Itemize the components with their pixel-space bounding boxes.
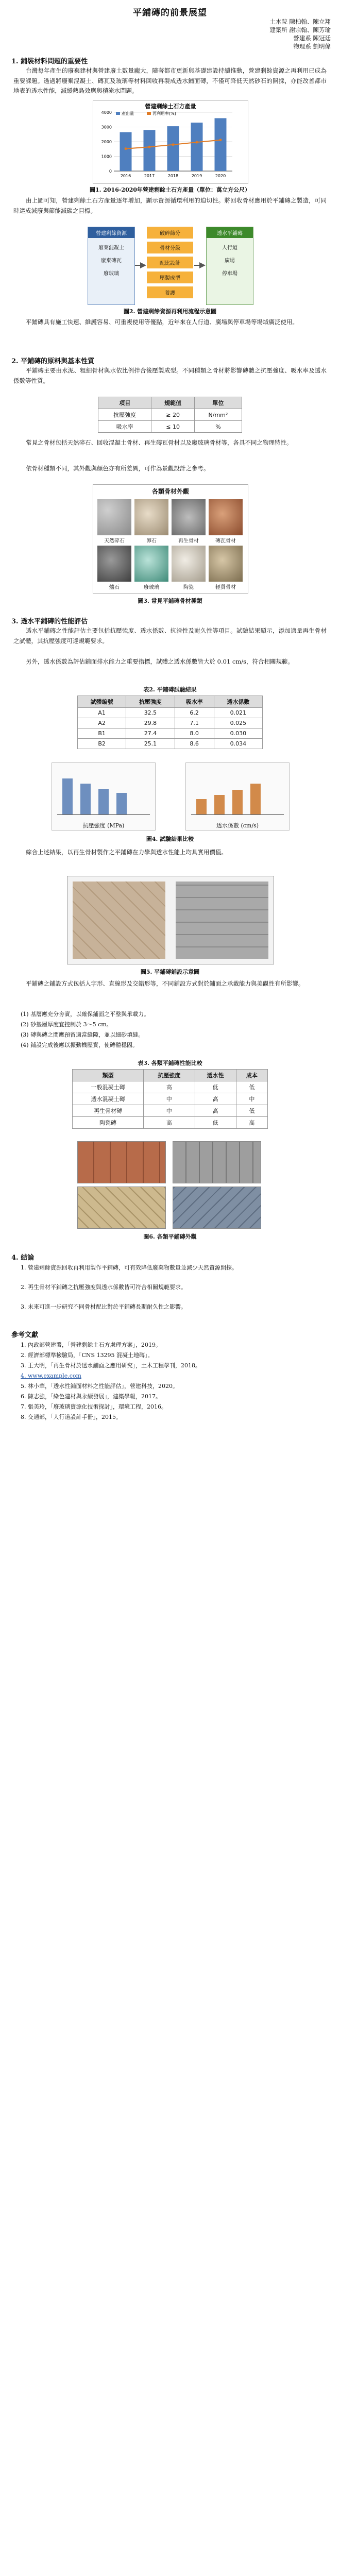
aggregate-photo	[134, 499, 168, 535]
paragraph: 平鋪磚具有施工快速、維護容易、可重複使用等優點，近年來在人行道、廣場與停車場等場域廣泛使用。	[26, 318, 298, 326]
bar	[215, 118, 227, 171]
paragraph: 平鋪磚主要由水泥、粗細骨材與水依比例拌合後壓製成型。不同種類之骨材將影響磚體之抗壓強度、吸水率及透水係數等性質。	[13, 367, 327, 384]
stretcher-pattern	[176, 882, 268, 959]
section-heading: 參考文獻	[11, 1331, 39, 1339]
line-point	[125, 147, 127, 150]
list-item: 3. 未來可進一步研究不同骨材配比對於平鋪磚長期耐久性之影響。	[21, 1303, 186, 1310]
line-point	[196, 141, 198, 144]
chart-title: 營建剩餘土石方產量	[145, 103, 196, 110]
spec-table	[98, 397, 242, 433]
table-caption: 表3. 各類平鋪磚性能比較	[138, 1060, 202, 1066]
table-cell: N/mm²	[194, 409, 242, 421]
reference-link[interactable]: 4. www.example.com	[21, 1372, 81, 1379]
table-header-cell: 抗壓強度	[126, 696, 175, 708]
table-cell: 7.1	[175, 718, 214, 728]
diagram-arrows	[88, 227, 252, 304]
legend-swatch	[147, 112, 151, 115]
x-tick-label: 2017	[144, 174, 155, 178]
table-cell: 32.5	[126, 708, 175, 718]
diagram-step: 養護	[147, 286, 193, 298]
table-row	[73, 1105, 268, 1117]
aggregate-label: 卵石	[146, 538, 157, 544]
y-tick-label: 3000	[101, 125, 112, 130]
paving-layout-figure	[67, 876, 274, 964]
aggregate-label: 磚瓦骨材	[215, 538, 236, 544]
aggregate-label: 再生骨材	[178, 538, 199, 544]
aggregate-photo	[209, 546, 243, 582]
table-header-cell: 項目	[98, 397, 151, 409]
y-tick-label: 4000	[101, 110, 112, 115]
table-cell: ≤ 10	[151, 421, 194, 433]
aggregate-label: 爐石	[109, 585, 120, 590]
brick-photo-grid	[77, 1141, 263, 1229]
diagram-right-title: 透水平鋪磚	[207, 227, 253, 238]
diagram-step: 壓製成型	[147, 272, 193, 283]
figure-caption: 圖5. 平鋪磚鋪設示意圖	[140, 969, 200, 975]
brick-photo	[77, 1187, 166, 1229]
list-item: 1. 營建剩餘資源回收再利用製作平鋪磚，可有效降低廢棄物數量並減少天然資源開採。	[21, 1264, 237, 1271]
table-cell: 陶瓷磚	[73, 1117, 144, 1129]
list-item: (2) 砂墊層厚度宜控制於 3～5 cm。	[21, 1021, 112, 1028]
table-caption: 表2. 平鋪磚試驗結果	[143, 686, 197, 693]
diagram-item: 廢玻璃	[104, 271, 119, 277]
x-tick-label: 2019	[191, 174, 202, 178]
table-cell: 吸水率	[98, 421, 151, 433]
table-row	[98, 409, 242, 421]
table-cell: 6.2	[175, 708, 214, 718]
paragraph: 由上圖可知，營建剩餘土石方產量逐年增加，顯示資源循環利用的迫切性。將回收骨材應用於平鋪磚之製造，可同時達成減廢與節能減碳之目標。	[13, 197, 327, 214]
diagram-item: 人行道	[222, 245, 237, 251]
diagram-item: 廣場	[225, 258, 235, 264]
table-header-cell: 規範值	[151, 397, 194, 409]
y-tick-label: 0	[109, 169, 112, 174]
document-title: 平鋪磚的前景展望	[133, 8, 207, 18]
author-line: 土木院 陳柏翰、陳立翔	[269, 18, 331, 25]
diagram-item: 停車場	[222, 271, 237, 277]
table-header-cell: 單位	[194, 397, 242, 409]
test-result-table	[77, 696, 263, 749]
table-cell: 中	[143, 1093, 195, 1105]
table-header-cell: 成本	[236, 1070, 267, 1081]
table-cell: %	[194, 421, 242, 433]
table-header-row	[78, 696, 263, 708]
table-cell: A1	[78, 708, 126, 718]
brick-photo	[77, 1141, 166, 1183]
table-cell: A2	[78, 718, 126, 728]
figure-caption: 圖3. 常見平鋪磚骨材種類	[138, 598, 202, 604]
result-panel-b	[185, 762, 290, 831]
table-cell: 低	[195, 1117, 236, 1129]
table-cell: 25.1	[126, 739, 175, 749]
bar	[144, 130, 156, 171]
table-row	[78, 739, 263, 749]
reference-item: 2. 經濟部標準檢驗局，「CNS 13295 混凝土地磚」。	[21, 1352, 154, 1359]
chart-container	[93, 100, 248, 184]
table-cell: 0.025	[214, 718, 262, 728]
legend-label: 再利用率(%)	[152, 111, 176, 116]
paragraph: 台灣每年產生的廢棄建材與營建廢土數量龐大，隨著都市更新與基礎建設持續推動，營建剩餘資源之再利用已成為重要課題。透過將廢棄混凝土、磚瓦及玻璃等材料回收再製成透水鋪面磚，不僅可降低天然砂石的開採，亦能改善都市地表的透水性能，減緩熱島效應與積淹水問題。	[13, 67, 327, 95]
table-cell: B1	[78, 728, 126, 739]
table-row	[78, 728, 263, 739]
reference-item: 7. 張美玲，「廢玻璃資源化技術探討」，環境工程，2016。	[21, 1403, 167, 1410]
paragraph: 常見之骨材包括天然碎石、回收混凝土骨材、再生磚瓦骨材以及廢玻璃骨材等，各具不同之物理特性。	[26, 439, 293, 446]
table-cell: 29.8	[126, 718, 175, 728]
table-header-cell: 試體編號	[78, 696, 126, 708]
table-cell: 抗壓強度	[98, 409, 151, 421]
author-line: 物理系 劉明偉	[293, 43, 331, 50]
table-header-row	[98, 397, 242, 409]
section-heading: 4. 結論	[11, 1254, 35, 1262]
figure-caption: 圖4. 試驗結果比較	[146, 836, 194, 842]
table-cell: 再生骨材磚	[73, 1105, 144, 1117]
x-tick-label: 2016	[120, 174, 131, 178]
mini-bar-icon	[52, 763, 155, 820]
panel-label: 透水係數 (cm/s)	[216, 822, 259, 829]
table-cell: 8.6	[175, 739, 214, 749]
table-cell: ≥ 20	[151, 409, 194, 421]
diagram-step: 配比設計	[147, 257, 193, 268]
paragraph: 透水平鋪磚之性能評估主要包括抗壓強度、透水係數、抗滑性及耐久性等項目。試驗結果顯示，添加適量再生骨材之試體，其抗壓強度可達規範要求。	[13, 627, 327, 645]
table-row	[78, 718, 263, 728]
aggregate-figure	[93, 484, 248, 594]
paragraph: 另外，透水係數為評估鋪面排水能力之重要指標，試體之透水係數皆大於 0.01 cm/s，符合相關規範。	[26, 658, 294, 665]
table-cell: 0.021	[214, 708, 262, 718]
aggregate-photo	[97, 499, 131, 535]
table-cell: 低	[236, 1105, 267, 1117]
aggregate-label: 輕質骨材	[215, 585, 236, 590]
legend-label: 產出量	[122, 111, 134, 116]
table-cell: 高	[236, 1117, 267, 1129]
aggregate-photo	[97, 546, 131, 582]
reference-item: 1. 內政部營建署，「營建剩餘土石方處理方案」，2019。	[21, 1342, 161, 1348]
aggregate-photo	[172, 546, 206, 582]
panel-label: 抗壓強度 (MPa)	[82, 822, 125, 829]
table-cell: 8.0	[175, 728, 214, 739]
table-header-cell: 抗壓強度	[143, 1070, 195, 1081]
line-point	[219, 139, 222, 141]
table-cell: 0.030	[214, 728, 262, 739]
legend-swatch	[116, 112, 120, 115]
section-heading: 1. 鋪裝材料問題的重要性	[11, 58, 88, 65]
table-cell: 透水混凝土磚	[73, 1093, 144, 1105]
table-cell: 高	[195, 1093, 236, 1105]
table-cell: B2	[78, 739, 126, 749]
reference-item: 3. 王大明，「再生骨材於透水鋪面之應用研究」，土木工程學刊，2018。	[21, 1362, 201, 1369]
brick-photo	[173, 1187, 261, 1229]
list-item: (4) 鋪設完成後應以振動機壓實，使磚體穩固。	[21, 1042, 139, 1048]
bar	[120, 132, 132, 171]
table-row	[98, 421, 242, 433]
table-cell: 中	[143, 1105, 195, 1117]
bar	[191, 123, 203, 171]
paragraph: 平鋪磚之鋪設方式包括人字形、直線形及交錯形等，不同鋪設方式對於鋪面之承載能力與美觀性有所影響。	[26, 980, 304, 987]
table-cell: 27.4	[126, 728, 175, 739]
bar-chart	[93, 101, 248, 183]
aggregate-photo	[209, 499, 243, 535]
list-item: (3) 磚與磚之間應預留適當縫隙，並以細砂填縫。	[21, 1031, 144, 1038]
y-tick-label: 2000	[101, 140, 112, 144]
x-tick-label: 2018	[167, 174, 179, 178]
brick-photo	[173, 1141, 261, 1183]
reference-item: 6. 陳志強，「綠色建材與永續發展」，建築學報，2017。	[21, 1393, 161, 1400]
herringbone-pattern	[73, 882, 165, 959]
table-row	[73, 1081, 268, 1093]
author-line: 營建系 陳冠廷	[293, 35, 331, 42]
reference-item: 5. 林小華，「透水性鋪面材料之性能評估」，營建科技，2020。	[21, 1383, 178, 1389]
list-item: (1) 基層應充分夯實，以確保鋪面之平整與承載力。	[21, 1011, 150, 1018]
bar	[167, 126, 179, 171]
aggregate-label: 陶瓷	[183, 585, 194, 590]
y-tick-label: 1000	[101, 154, 112, 159]
table-row	[78, 708, 263, 718]
aggregate-label: 天然碎石	[104, 538, 125, 544]
x-tick-label: 2020	[215, 174, 226, 178]
section-heading: 3. 透水平鋪磚的性能評估	[11, 618, 88, 625]
aggregate-photo	[172, 499, 206, 535]
paragraph: 依骨材種類不同，其外觀與顏色亦有所差異，可作為景觀設計之參考。	[26, 465, 210, 472]
comparison-table	[72, 1069, 268, 1129]
diagram-item: 廢棄混凝土	[98, 245, 124, 251]
aggregate-photo	[134, 546, 168, 582]
table-cell: 低	[236, 1081, 267, 1093]
diagram-step: 骨材分級	[147, 242, 193, 253]
table-cell: 高	[143, 1081, 195, 1093]
author-line: 建築所 謝宗翰、陳芳瑜	[269, 26, 331, 33]
table-header-cell: 類型	[73, 1070, 144, 1081]
aggregate-label: 廢玻璃	[144, 585, 159, 590]
figure-title: 各類骨材外觀	[151, 488, 189, 495]
table-cell: 0.034	[214, 739, 262, 749]
table-header-cell: 透水性	[195, 1070, 236, 1081]
table-header-row	[73, 1070, 268, 1081]
table-cell: 中	[236, 1093, 267, 1105]
table-cell: 低	[195, 1081, 236, 1093]
figure-caption: 圖1. 2016-2020年營建剩餘土石方產量（單位：萬立方公尺）	[89, 187, 251, 193]
diagram-item: 廢棄磚瓦	[101, 258, 122, 264]
table-row	[73, 1117, 268, 1129]
line-point	[148, 146, 151, 148]
figure-caption: 圖6. 各類平鋪磚外觀	[143, 1233, 197, 1240]
flow-diagram	[88, 227, 252, 304]
table-cell: 高	[143, 1117, 195, 1129]
paragraph: 綜合上述結果，以再生骨材製作之平鋪磚在力學與透水性能上均具實用價值。	[26, 849, 227, 856]
line-point	[172, 143, 175, 146]
diagram-left-title: 營建剩餘資源	[88, 227, 134, 238]
mini-bar-icon	[186, 763, 289, 820]
table-cell: 高	[195, 1105, 236, 1117]
table-cell: 一般混凝土磚	[73, 1081, 144, 1093]
reference-item: 8. 交通部，「人行道設計手冊」，2015。	[21, 1414, 122, 1420]
section-heading: 2. 平鋪磚的原料與基本性質	[11, 358, 95, 365]
list-item: 2. 再生骨材平鋪磚之抗壓強度與透水係數皆可符合相關規範要求。	[21, 1284, 186, 1291]
table-header-cell: 吸水率	[175, 696, 214, 708]
table-header-cell: 透水係數	[214, 696, 262, 708]
table-row	[73, 1093, 268, 1105]
diagram-step: 破碎篩分	[147, 227, 193, 239]
figure-caption: 圖2. 營建剩餘資源再利用流程示意圖	[123, 308, 217, 315]
result-panel-a	[52, 762, 156, 831]
